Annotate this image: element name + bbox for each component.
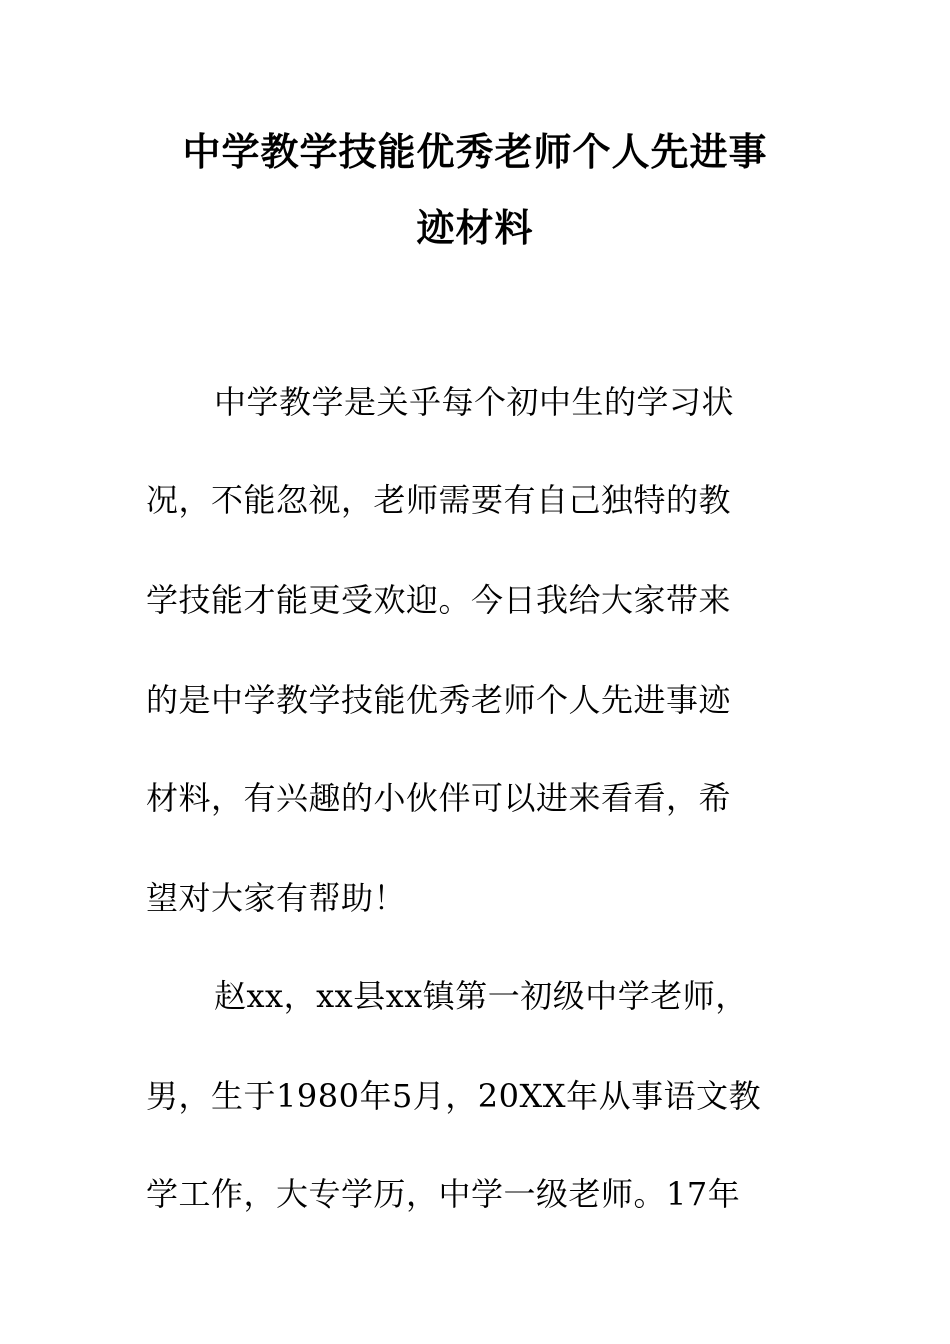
paragraph-1-line-5: 材料，有兴趣的小伙伴可以进来看看，希	[146, 779, 732, 817]
paragraph-2-line-2: 男，生于1980年5月，20XX年从事语文教	[146, 1077, 762, 1115]
paragraph-2-line-3: 学工作，大专学历，中学一级老师。17年	[146, 1175, 741, 1213]
paragraph-1-line-2: 况，不能忽视，老师需要有自己独特的教	[146, 481, 732, 519]
paragraph-2-line-1: 赵xx，xx县xx镇第一初级中学老师，	[214, 977, 748, 1015]
paragraph-1-line-6: 望对大家有帮助！	[146, 879, 407, 917]
paragraph-1-line-4: 的是中学教学技能优秀老师个人先进事迹	[146, 681, 732, 719]
paragraph-1-line-1: 中学教学是关乎每个初中生的学习状	[214, 383, 735, 421]
title-line-1: 中学教学技能优秀老师个人先进事	[182, 129, 768, 174]
paragraph-1-line-3: 学技能才能更受欢迎。今日我给大家带来	[146, 581, 732, 619]
title-line-2: 迹材料	[416, 205, 534, 250]
